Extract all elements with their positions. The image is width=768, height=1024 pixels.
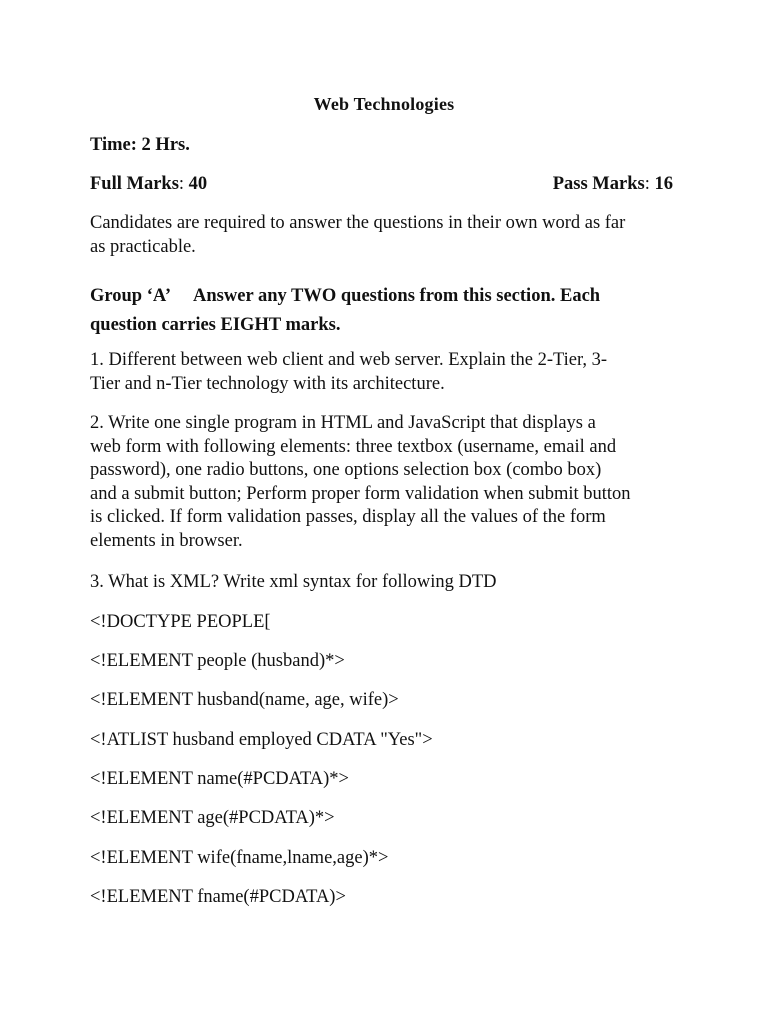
dtd-line: <!ELEMENT fname(#PCDATA)> [90,887,346,907]
dtd-line: <!ELEMENT age(#PCDATA)*> [90,808,335,828]
full-marks-value: 40 [188,174,208,194]
instructions [90,212,690,259]
dtd-line: <!ELEMENT name(#PCDATA)*> [90,769,349,789]
question-line: Tier and n-Tier technology with its architecture. [90,373,445,394]
marks-row [90,172,673,196]
question-1 [90,349,690,396]
group-a-instruction-line: question carries EIGHT marks. [90,315,341,335]
question-line: web form with following elements: three textbox (username, email and [90,436,617,457]
question-line: 2. Write one single program in HTML and JavaScript that displays a [90,413,596,433]
pass-marks-label: Pass Marks [552,174,645,194]
full-marks-separator: : [178,174,185,194]
time-allowed: Time: 2 Hrs. [90,135,190,155]
dtd-line: <!DOCTYPE PEOPLE[ [90,612,271,632]
pass-marks [553,172,673,196]
full-marks [90,172,207,196]
group-a-heading [90,282,690,340]
question-line: elements in browser. [90,530,243,551]
group-a-instruction-line: Answer any TWO questions from this section. Each [193,286,601,306]
question-line: and a submit button; Perform proper form validation when submit button [90,483,631,504]
dtd-line: <!ATLIST husband employed CDATA "Yes"> [90,730,433,750]
dtd-line: <!ELEMENT people (husband)*> [90,651,345,671]
group-a-name: Group ‘A’ [90,286,172,306]
instructions-line: Candidates are required to answer the questions in their own word as far [90,213,626,233]
question-line: is clicked. If form validation passes, display all the values of the form [90,507,606,528]
dtd-line: <!ELEMENT husband(name, age, wife)> [90,690,399,710]
pass-marks-value: 16 [654,174,673,194]
question-2 [90,412,690,554]
dtd-line: <!ELEMENT wife(fname,lname,age)*> [90,848,389,868]
question-3: 3. What is XML? Write xml syntax for following DTD [90,572,497,592]
full-marks-label: Full Marks [90,174,179,194]
question-line: 1. Different between web client and web server. Explain the 2-Tier, 3- [90,350,608,370]
question-line: password), one radio buttons, one options selection box (combo box) [90,460,602,481]
page-title: Web Technologies [313,94,455,114]
instructions-line: as practicable. [90,236,196,257]
pass-marks-separator: : [644,174,650,194]
